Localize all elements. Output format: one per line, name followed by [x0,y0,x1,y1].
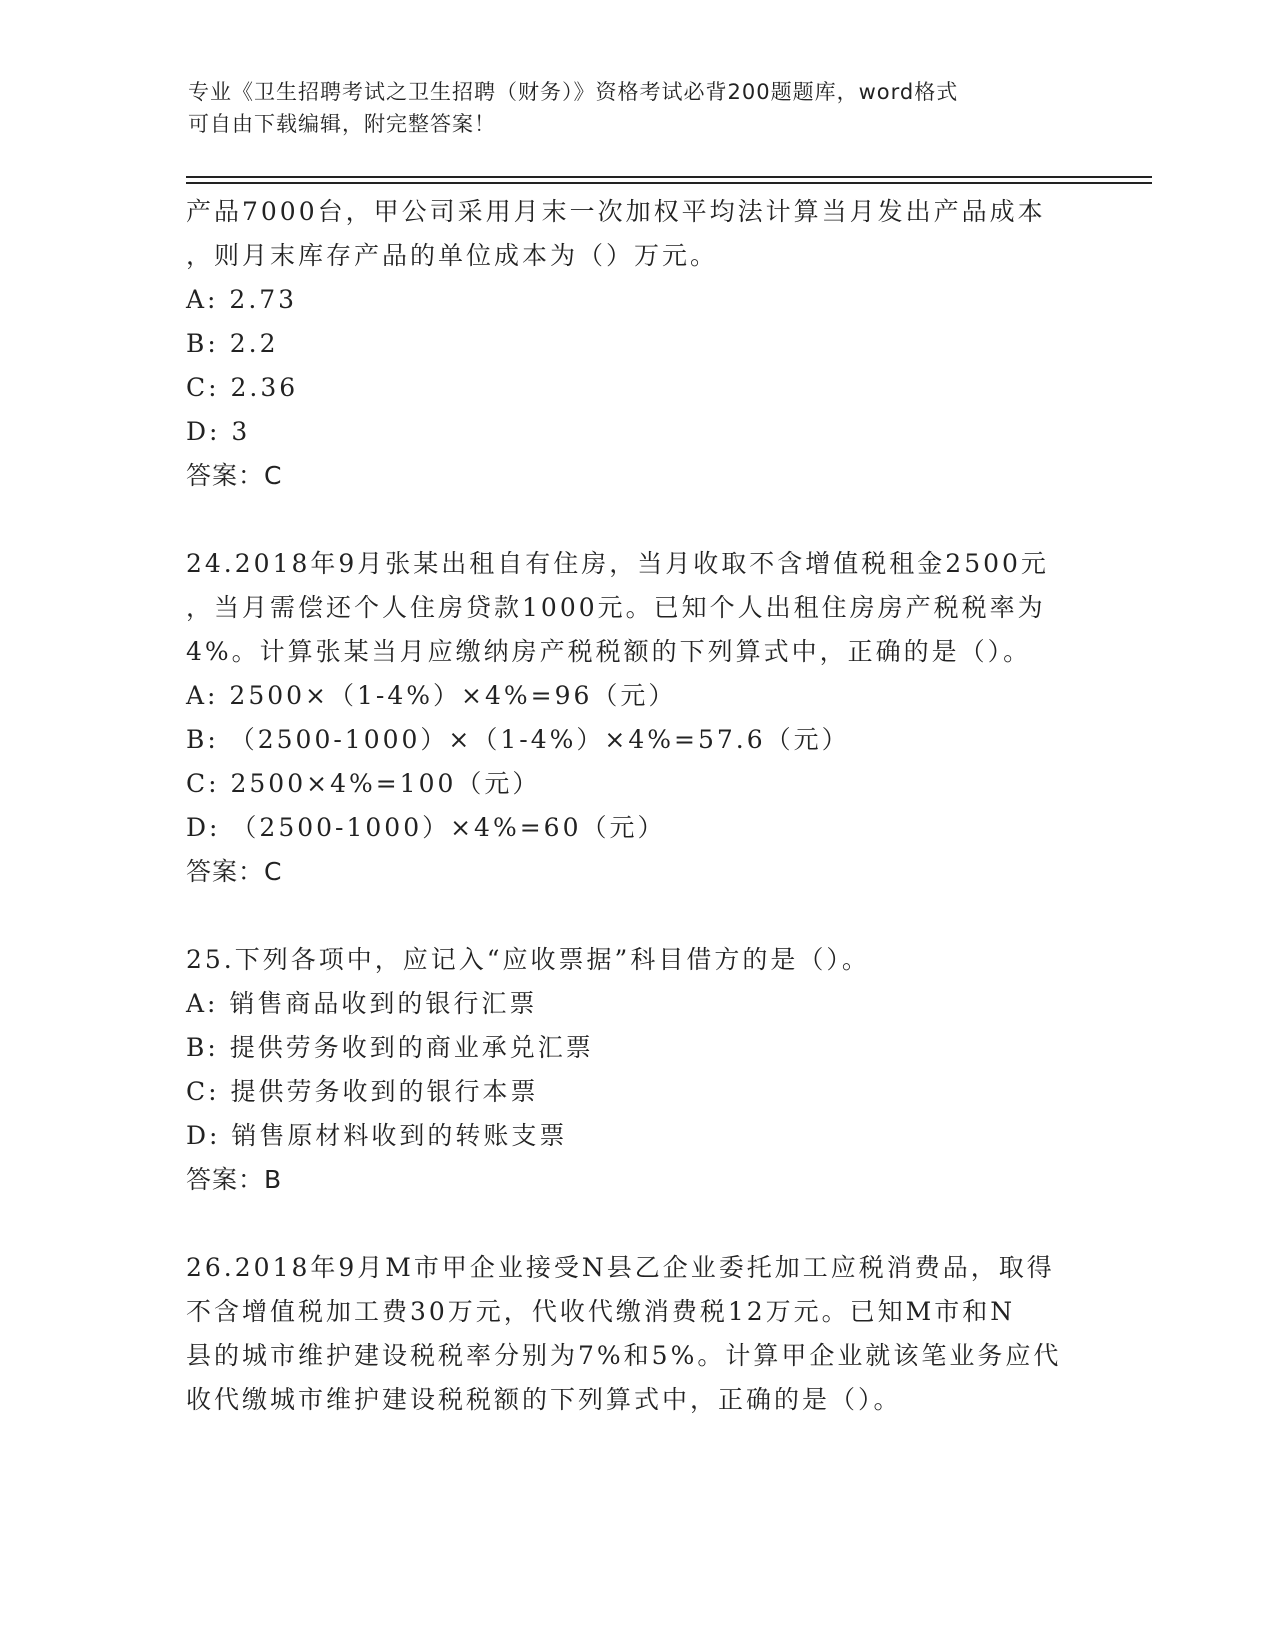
spacer [186,894,1086,938]
question-text: 24.2018年9月张某出租自有住房，当月收取不含增值税租金2500元 [186,549,1049,578]
answer: 答案：B [186,1165,283,1194]
question-text: 收代缴城市维护建设税税额的下列算式中，正确的是（）。 [186,1385,902,1414]
question-25 [186,938,1086,1202]
header-title-line-1: 专业《卫生招聘考试之卫生招聘（财务）》资格考试必背200题题库，word格式 [188,80,959,104]
option-a: A: 2500×（1-4%）×4%=96（元） [186,681,677,710]
header-title-line-2: 可自由下载编辑，附完整答案！ [188,112,496,136]
question-24 [186,542,1086,894]
option-d: D: 销售原材料收到的转账支票 [186,1121,568,1150]
question-text: 4%。计算张某当月应缴纳房产税税额的下列算式中，正确的是（）。 [186,637,1032,666]
option-a: A: 销售商品收到的银行汇票 [186,989,538,1018]
question-23 [186,190,1086,498]
answer: 答案：C [186,461,283,490]
option-b: B: 提供劳务收到的商业承兑汇票 [186,1033,594,1062]
option-c: C: 提供劳务收到的银行本票 [186,1077,539,1106]
question-text: ，当月需偿还个人住房贷款1000元。已知个人出租住房房产税税率为 [186,593,1046,622]
question-text: ，则月末库存产品的单位成本为（）万元。 [186,241,719,270]
option-c: C: 2.36 [186,373,299,402]
spacer [186,498,1086,542]
option-d: D: 3 [186,417,251,446]
header-rule-top [186,176,1152,178]
answer: 答案：C [186,857,283,886]
question-text: 产品7000台，甲公司采用月末一次加权平均法计算当月发出产品成本 [186,197,1046,226]
question-text: 25.下列各项中，应记入“应收票据”科目借方的是（）。 [186,945,870,974]
option-b: B: （2500-1000）×（1-4%）×4%=57.6（元） [186,725,850,754]
spacer [186,1202,1086,1246]
question-text: 26.2018年9月M市甲企业接受N县乙企业委托加工应税消费品，取得 [186,1253,1055,1282]
option-a: A: 2.73 [186,285,298,314]
document-header [188,76,1068,140]
option-c: C: 2500×4%=100（元） [186,769,541,798]
header-rule-bottom [186,182,1152,184]
option-b: B: 2.2 [186,329,279,358]
question-list [186,190,1086,1422]
question-26 [186,1246,1086,1422]
question-text: 县的城市维护建设税税率分别为7%和5%。计算甲企业就该笔业务应代 [186,1341,1062,1370]
option-d: D: （2500-1000）×4%=60（元） [186,813,666,842]
question-text: 不含增值税加工费30万元，代收代缴消费税12万元。已知M市和N [186,1297,1016,1326]
